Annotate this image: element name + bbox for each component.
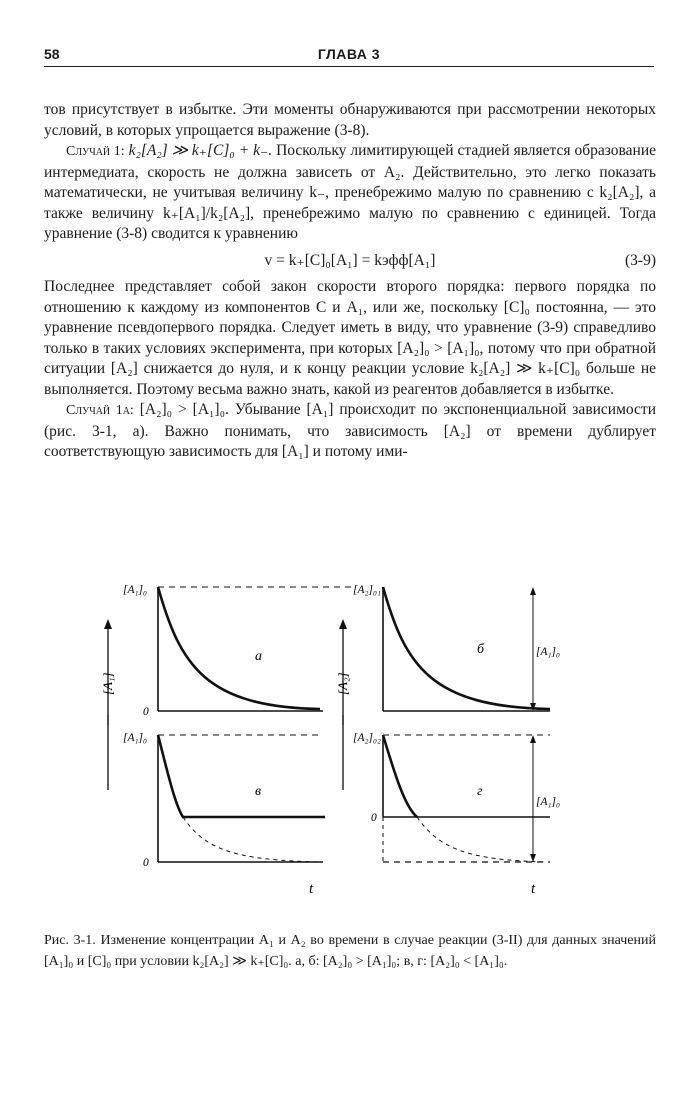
figure-caption: Рис. 3-1. Изменение концентрации A₁ и A₂ во времени в случае реакции (3-II) для данных значений [A₁]₀ и [C]₀ при условии k₂[A₂] ≫ k₊[C]₀. a, б: [A₂]₀ > [A₁]₀; в, г: [A₂]₀ < [A₁]₀. xyxy=(44,933,656,969)
figure-3-1 xyxy=(95,575,565,905)
panel-b-decay-curve xyxy=(383,587,550,709)
panel-a-decay-curve xyxy=(158,587,320,709)
panel-a-letter: a xyxy=(255,649,262,664)
panel-b-letter: б xyxy=(477,642,485,657)
time-axis-label-left: t xyxy=(309,881,314,897)
case-condition: k₂[A₂] ≫ k₊[C]₀ + k₋. xyxy=(128,142,273,159)
case-condition-1a: [A₂]₀ > [A₁]₀. xyxy=(139,401,229,418)
page-number: 58 xyxy=(44,46,60,62)
chapter-title: ГЛАВА 3 xyxy=(317,46,381,62)
panel-b xyxy=(353,584,560,711)
panel-c-zero: 0 xyxy=(143,857,149,869)
panel-b-arrowhead-up xyxy=(530,587,536,595)
panel-a xyxy=(123,584,351,718)
y-axis-label-right: [A₂] xyxy=(335,672,350,695)
panel-d-top-label: [A₂]₀₂ xyxy=(353,732,381,744)
body-text xyxy=(44,100,656,463)
case-label: Случай 1: xyxy=(66,144,125,159)
panel-d-arrowhead-down xyxy=(530,854,536,862)
paragraph-3: Последнее представляет собой закон скорости второго порядка: первого порядка по отношению к каждому из компонентов C и A₁, или же, поскольку [C]₀ постоянна, — это уравнение псевдопервого порядка. Следует иметь в виду, что уравнение (3-9) справедливо только в таких условиях эксперимента, при которых [A₂]₀ > [A₁]₀, потому что при обратной ситуации [A₂] снижается до нуля, и к концу реакции условие k₂[A₂] ≫ k₊[C]₀ больше не выполняется. Поэтому весьма важно знать, какой из реагентов добавляется в избытке. xyxy=(44,278,656,398)
y-axis-label-left: [A₁] xyxy=(100,672,115,695)
panel-b-arrow-label: [A₁]₀ xyxy=(536,646,560,658)
equation-3-9 xyxy=(44,251,656,272)
equation-number: (3-9) xyxy=(625,251,656,269)
panel-c-drop-curve xyxy=(158,735,325,817)
equation-body: v = k₊[C]₀[A₁] = kэфф[A₁] xyxy=(264,251,436,269)
y-arrowhead-left xyxy=(104,619,112,629)
paragraph-2 xyxy=(44,141,656,245)
panel-d-zero: 0 xyxy=(371,812,377,824)
panel-a-zero: 0 xyxy=(143,706,149,718)
paragraph-1: тов присутствует в избытке. Эти моменты обнаруживаются при рассмотрении некоторых условий, в которых упрощается выражение (3-8). xyxy=(44,101,656,139)
paragraph-2-text: Поскольку лимитирующей стадией является образование интермедиата, скорость не должна зависеть от A₂. Действительно, это легко показать математически, не учитывая величину k₋, пренебрежимо малую по сравнению с k₂[A₂], а также величину k₊[A₁]/k₂[A₂], пренебрежимо малую по сравнению с единицей. Тогда уравнение (3-8) сводится к уравнению xyxy=(44,142,656,242)
panel-d xyxy=(353,732,560,862)
panel-d-arrowhead-up xyxy=(530,735,536,743)
panel-c-top-label: [A₁]₀ xyxy=(123,732,147,744)
panel-a-top-label: [A₁]₀ xyxy=(123,584,147,596)
panel-d-letter: г xyxy=(477,784,483,799)
paragraph-4-text: Убывание [A₁] происходит по экспоненциальной зависимости (рис. 3-1, a). Важно понимать, что зависимость [A₂] от времени дублирует соответствующую зависимость для [A₁] и потому ими- xyxy=(44,401,656,460)
case-label-1a: Случай 1а: xyxy=(66,403,134,418)
panel-b-top-label: [A₂]₀₁ xyxy=(353,584,381,596)
panel-c-letter: в xyxy=(255,784,262,799)
panel-c xyxy=(123,732,325,869)
panel-d-arrow-label: [A₁]₀ xyxy=(536,796,560,808)
y-arrowhead-right xyxy=(339,619,347,629)
panel-d-exponential-dashed xyxy=(417,817,547,862)
panel-c-exponential-dashed xyxy=(183,817,320,862)
paragraph-4 xyxy=(44,400,656,463)
page-header xyxy=(44,44,654,67)
time-axis-label-right: t xyxy=(531,881,536,897)
panel-d-drop-curve xyxy=(383,735,417,817)
